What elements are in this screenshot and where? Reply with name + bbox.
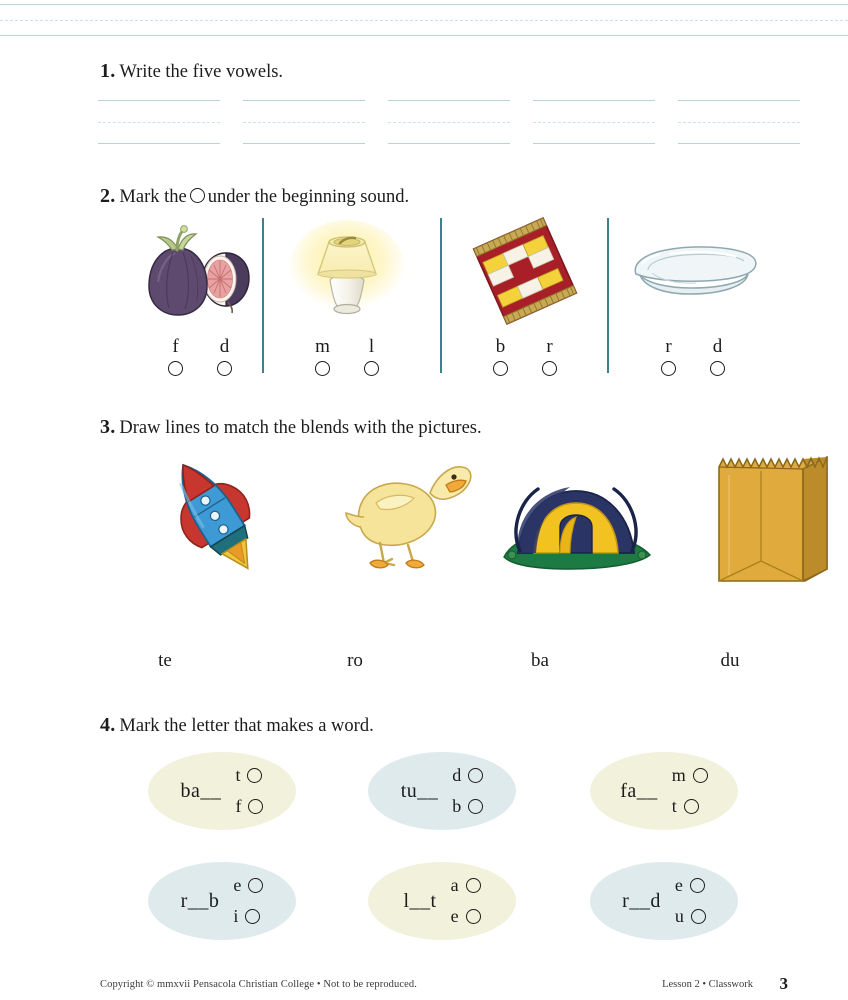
answer-bubble[interactable] bbox=[247, 768, 262, 783]
rule-dashed-middle bbox=[388, 122, 510, 123]
q2-choice[interactable] bbox=[168, 338, 183, 376]
circle-icon bbox=[190, 188, 205, 203]
q4-option[interactable] bbox=[451, 906, 481, 927]
q4-option[interactable] bbox=[672, 796, 708, 817]
q4-option-letter: m bbox=[671, 765, 686, 785]
q2-choice-letter: f bbox=[172, 336, 179, 357]
q4-option-letter: t bbox=[671, 796, 677, 816]
question-2-number: 2. bbox=[100, 185, 116, 207]
q4-option[interactable] bbox=[235, 796, 263, 817]
q2-item bbox=[450, 216, 600, 376]
q2-choices bbox=[618, 338, 768, 376]
question-3 bbox=[100, 416, 482, 439]
q2-item bbox=[618, 216, 768, 376]
rule-solid-bottom bbox=[243, 143, 365, 144]
q2-choice[interactable] bbox=[315, 338, 330, 376]
q4-options bbox=[451, 875, 481, 927]
q2-item bbox=[272, 216, 422, 376]
copyright-notice: Copyright © mmxvii Pensacola Christian College • Not to be reproduced. bbox=[100, 979, 417, 990]
q3-blend-row bbox=[95, 650, 795, 680]
question-2 bbox=[100, 185, 409, 208]
answer-bubble[interactable] bbox=[217, 361, 232, 376]
rule-solid-top bbox=[388, 100, 510, 101]
blend-label[interactable]: ro bbox=[347, 650, 363, 671]
answer-bubble[interactable] bbox=[691, 909, 706, 924]
rule-solid-top bbox=[98, 100, 220, 101]
answer-bubble[interactable] bbox=[690, 878, 705, 893]
question-1 bbox=[100, 60, 283, 83]
q2-item bbox=[125, 216, 275, 376]
answer-bubble[interactable] bbox=[542, 361, 557, 376]
blend-label[interactable]: ba bbox=[531, 650, 549, 671]
q2-choice[interactable] bbox=[364, 338, 379, 376]
answer-bubble[interactable] bbox=[493, 361, 508, 376]
answer-bubble[interactable] bbox=[468, 768, 483, 783]
q2-choice-letter: r bbox=[665, 336, 672, 357]
q2-choices bbox=[272, 338, 422, 376]
q4-options bbox=[452, 765, 483, 817]
question-2-text-before: Mark the bbox=[119, 187, 187, 207]
q4-word-stem: l__t bbox=[403, 889, 437, 912]
q4-option-letter: e bbox=[233, 875, 242, 895]
q4-option[interactable] bbox=[672, 765, 708, 786]
q4-word-stem: r__b bbox=[180, 889, 220, 912]
rug-icon bbox=[450, 216, 600, 326]
rule-solid-bottom bbox=[388, 143, 510, 144]
q4-option[interactable] bbox=[233, 906, 263, 927]
q4-option[interactable] bbox=[451, 875, 481, 896]
rule-solid-bottom bbox=[98, 143, 220, 144]
q4-option[interactable] bbox=[452, 796, 483, 817]
answer-bubble[interactable] bbox=[364, 361, 379, 376]
column-divider bbox=[607, 218, 609, 373]
q4-option-letter: d bbox=[452, 765, 462, 785]
writing-line-group[interactable] bbox=[388, 100, 510, 144]
figs-icon bbox=[125, 216, 275, 326]
answer-bubble[interactable] bbox=[684, 799, 699, 814]
q2-choice-letter: b bbox=[495, 336, 506, 357]
rule-solid-top bbox=[678, 100, 800, 101]
q4-option-letter: a bbox=[450, 875, 459, 895]
duck-icon[interactable] bbox=[310, 445, 490, 585]
answer-bubble[interactable] bbox=[245, 909, 260, 924]
question-3-text: Draw lines to match the blends with the pictures. bbox=[119, 418, 482, 438]
rule-dashed-middle bbox=[533, 122, 655, 123]
answer-bubble[interactable] bbox=[693, 768, 708, 783]
q4-option[interactable] bbox=[233, 875, 263, 896]
q4-option-letter: e bbox=[674, 875, 683, 895]
answer-bubble[interactable] bbox=[661, 361, 676, 376]
q4-word-stem: fa__ bbox=[620, 779, 658, 802]
writing-line-group[interactable] bbox=[533, 100, 655, 144]
q4-oval-grid bbox=[100, 752, 780, 952]
rule-dashed-middle bbox=[98, 122, 220, 123]
answer-bubble[interactable] bbox=[248, 878, 263, 893]
answer-bubble[interactable] bbox=[468, 799, 483, 814]
answer-bubble[interactable] bbox=[168, 361, 183, 376]
q2-choice[interactable] bbox=[710, 338, 725, 376]
q4-options bbox=[235, 765, 263, 817]
answer-bubble[interactable] bbox=[248, 799, 263, 814]
rocket-icon[interactable] bbox=[115, 445, 295, 585]
answer-bubble[interactable] bbox=[466, 909, 481, 924]
lamp-icon bbox=[272, 216, 422, 326]
q4-word-oval bbox=[368, 862, 516, 940]
q4-word-oval bbox=[590, 752, 738, 830]
q4-options bbox=[672, 765, 708, 817]
q4-option[interactable] bbox=[235, 765, 263, 786]
rule-solid-bottom bbox=[678, 143, 800, 144]
q4-option-letter: t bbox=[235, 765, 241, 785]
rule-solid-bottom bbox=[0, 35, 848, 36]
q4-option[interactable] bbox=[675, 906, 706, 927]
dish-icon bbox=[618, 216, 768, 326]
q3-picture-row bbox=[95, 445, 795, 585]
lesson-label: Lesson 2 • Classwork bbox=[662, 979, 753, 990]
q4-word-oval bbox=[368, 752, 516, 830]
page-footer bbox=[0, 970, 848, 993]
rule-solid-top bbox=[0, 4, 848, 5]
rule-solid-top bbox=[243, 100, 365, 101]
q2-choice[interactable] bbox=[542, 338, 557, 376]
header-writing-rule bbox=[0, 4, 848, 36]
question-4-number: 4. bbox=[100, 714, 116, 736]
rule-dashed-middle bbox=[0, 20, 848, 21]
q2-choices bbox=[450, 338, 600, 376]
q2-choices bbox=[125, 338, 275, 376]
blend-label[interactable]: te bbox=[158, 650, 172, 671]
answer-bubble[interactable] bbox=[710, 361, 725, 376]
question-3-number: 3. bbox=[100, 416, 116, 438]
q4-word-stem: tu__ bbox=[400, 779, 439, 802]
bag-icon[interactable] bbox=[685, 445, 848, 585]
q4-options bbox=[675, 875, 706, 927]
answer-bubble[interactable] bbox=[315, 361, 330, 376]
column-divider bbox=[440, 218, 442, 373]
q4-word-oval bbox=[590, 862, 738, 940]
q4-option-letter: u bbox=[674, 906, 684, 926]
q2-choice-letter: d bbox=[712, 336, 723, 357]
q2-picture-row bbox=[110, 216, 790, 376]
question-1-text: Write the five vowels. bbox=[119, 62, 284, 82]
question-1-number: 1. bbox=[100, 60, 116, 82]
q2-choice-letter: r bbox=[546, 336, 553, 357]
rule-solid-top bbox=[533, 100, 655, 101]
q4-word-oval bbox=[148, 862, 296, 940]
writing-line-group[interactable] bbox=[98, 100, 220, 144]
q4-option-letter: f bbox=[235, 796, 242, 816]
q4-option-letter: b bbox=[452, 796, 462, 816]
q2-choice-letter: l bbox=[368, 336, 375, 357]
q2-choice[interactable] bbox=[493, 338, 508, 376]
question-4 bbox=[100, 714, 374, 737]
tent-icon[interactable] bbox=[490, 445, 670, 585]
q4-word-stem: ba__ bbox=[180, 779, 222, 802]
writing-line-group[interactable] bbox=[243, 100, 365, 144]
q2-choice-letter: d bbox=[219, 336, 230, 357]
answer-bubble[interactable] bbox=[466, 878, 481, 893]
rule-dashed-middle bbox=[678, 122, 800, 123]
q4-option[interactable] bbox=[675, 875, 706, 896]
q4-option[interactable] bbox=[452, 765, 483, 786]
q2-choice-letter: m bbox=[315, 336, 330, 357]
blend-label[interactable]: du bbox=[720, 650, 740, 671]
question-2-text-after: under the beginning sound. bbox=[207, 187, 410, 207]
question-4-text: Mark the letter that makes a word. bbox=[119, 716, 374, 736]
writing-line-group[interactable] bbox=[678, 100, 800, 144]
q2-choice[interactable] bbox=[217, 338, 232, 376]
q4-option-letter: e bbox=[450, 906, 459, 926]
q4-options bbox=[233, 875, 263, 927]
q2-choice[interactable] bbox=[661, 338, 676, 376]
q4-option-letter: i bbox=[233, 906, 239, 926]
rule-solid-bottom bbox=[533, 143, 655, 144]
page-number: 3 bbox=[779, 974, 788, 993]
q4-word-stem: r__d bbox=[622, 889, 661, 912]
q4-word-oval bbox=[148, 752, 296, 830]
rule-dashed-middle bbox=[243, 122, 365, 123]
